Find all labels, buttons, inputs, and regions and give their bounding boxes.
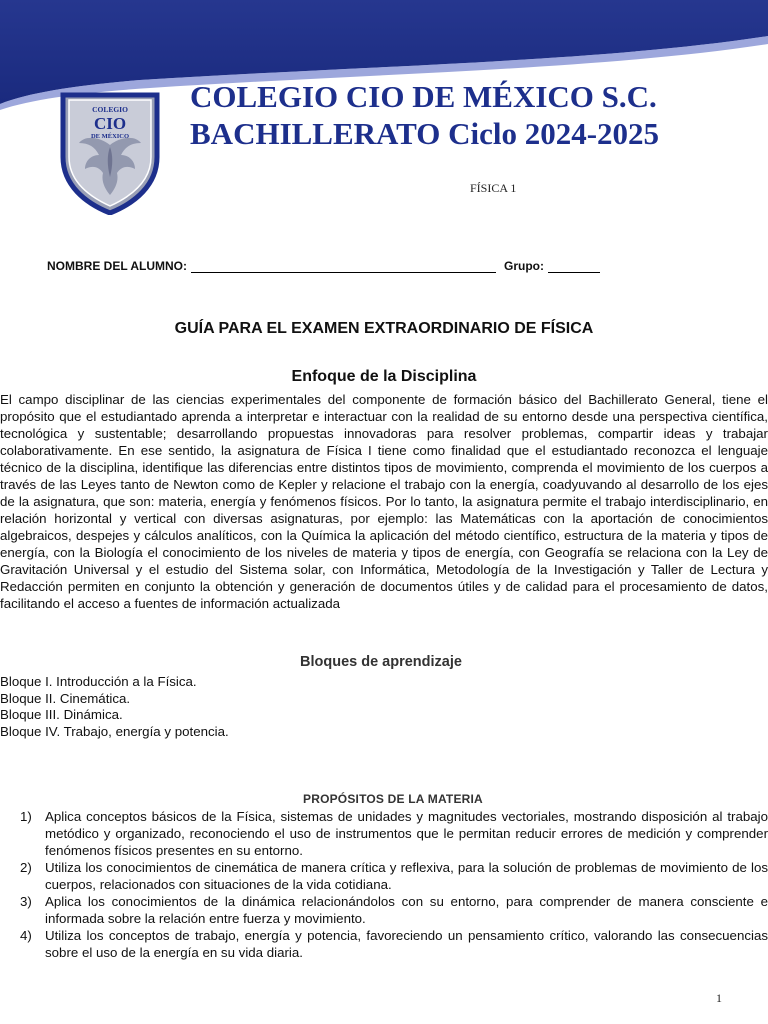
blocks-section-title: Bloques de aprendizaje xyxy=(300,654,462,670)
student-name-label: NOMBRE DEL ALUMNO: xyxy=(47,259,187,273)
list-item: Bloque II. Cinemática. xyxy=(0,690,131,706)
guide-title: GUÍA PARA EL EXAMEN EXTRAORDINARIO DE FÍSICA xyxy=(174,320,594,337)
crest-text-line1: COLEGIO xyxy=(92,105,128,114)
item-number: 3) xyxy=(20,894,32,909)
item-text: Utiliza los conceptos de trabajo, energía y potencia, favoreciendo un pensamiento crítico, valorando las consecuencias sobre el uso de la energía en su vida diaria. xyxy=(45,928,768,960)
student-name-field[interactable] xyxy=(191,260,496,273)
item-number: 2) xyxy=(20,860,32,875)
list-item xyxy=(20,808,768,859)
list-item: Bloque IV. Trabajo, energía y potencia. xyxy=(0,723,229,739)
subject-label: FÍSICA 1 xyxy=(470,181,517,195)
item-text: Aplica conceptos básicos de la Física, sistemas de unidades y magnitudes vectoriales, mostrando disposición al trabajo metódico y organizado, reconociendo el uso de instrumentos que le permitan reducir errores de medición y comprender fenómenos físicos presentes en su entorno. xyxy=(45,809,768,858)
focus-paragraph: El campo disciplinar de las ciencias experimentales del componente de formación básico del Bachillerato General, tiene el propósito que el estudiantado aprenda a interpretar e interactuar con la realidad de su entorno desde una perspectiva científica, tecnológica y sustentable; desarrollando propuestas innovadoras para resolver problemas, compartir ideas y trabajar colaborativamente. En ese sentido, la asignatura de Física I tiene como finalidad que el estudiantado reconozca el lenguaje técnico de la disciplina, identifique las diferencias entre distintos tipos de movimiento, comprenda el movimiento de los cuerpos a través de las Leyes tanto de Newton como de Kepler y relacione el trabajo con la energía, coadyuvando al desarrollo de los ejes de la asignatura, que son: materia, energía y fenómenos físicos. Por lo tanto, la asignatura permite el trabajo interdisciplinario, en relación horizontal y vertical con diversas asignaturas, por ejemplo: las Matemáticas con la aportación de conocimientos algebraicos, despejes y cálculos analíticos, con la Química la aplicación del método científico, estructura de la materia y tipos de energía, con la Biología el conocimiento de los niveles de materia y tipos de energía, con Geografía se relaciona con la Ley de Gravitación Universal y el estudio del Sistema solar, con Informática, Metodología de la Investigación y Taller de Lectura y Redacción permiten en conjunto la obtención y generación de documentos útiles y de calidad para el procesamiento de datos, facilitando el acceso a fuentes de información actualizada xyxy=(0,392,768,611)
school-crest-phoenix-icon xyxy=(55,85,165,215)
crest-text-line2: CIO xyxy=(93,114,127,133)
item-number: 1) xyxy=(20,809,32,824)
school-title xyxy=(190,78,750,152)
list-item xyxy=(20,927,768,961)
page-number: 1 xyxy=(716,991,722,1005)
group-label: Grupo: xyxy=(504,259,544,273)
item-text: Utiliza los conocimientos de cinemática de manera crítica y reflexiva, para la solución de problemas de movimiento de los cuerpos, relacionados con situaciones de la vida cotidiana. xyxy=(45,860,768,892)
student-info-line xyxy=(47,259,600,273)
list-item xyxy=(20,859,768,893)
item-number: 4) xyxy=(20,928,32,943)
crest-text-line3: DE MÉXICO xyxy=(90,133,130,140)
list-item: Bloque III. Dinámica. xyxy=(0,707,123,722)
school-cycle: BACHILLERATO Ciclo 2024-2025 xyxy=(190,116,660,151)
group-field[interactable] xyxy=(548,260,600,273)
purposes-list xyxy=(20,808,768,961)
blocks-list xyxy=(0,674,229,740)
list-item: Bloque I. Introducción a la Física. xyxy=(0,674,197,689)
purposes-section-title: PROPÓSITOS DE LA MATERIA xyxy=(303,792,483,806)
focus-section-title: Enfoque de la Disciplina xyxy=(291,368,477,385)
item-text: Aplica los conocimientos de la dinámica relacionándolos con su entorno, para comprender de manera consciente e informada sobre la relación entre fuerza y movimiento. xyxy=(45,894,768,926)
list-item xyxy=(20,893,768,927)
school-name: COLEGIO CIO DE MÉXICO S.C. xyxy=(190,79,657,114)
